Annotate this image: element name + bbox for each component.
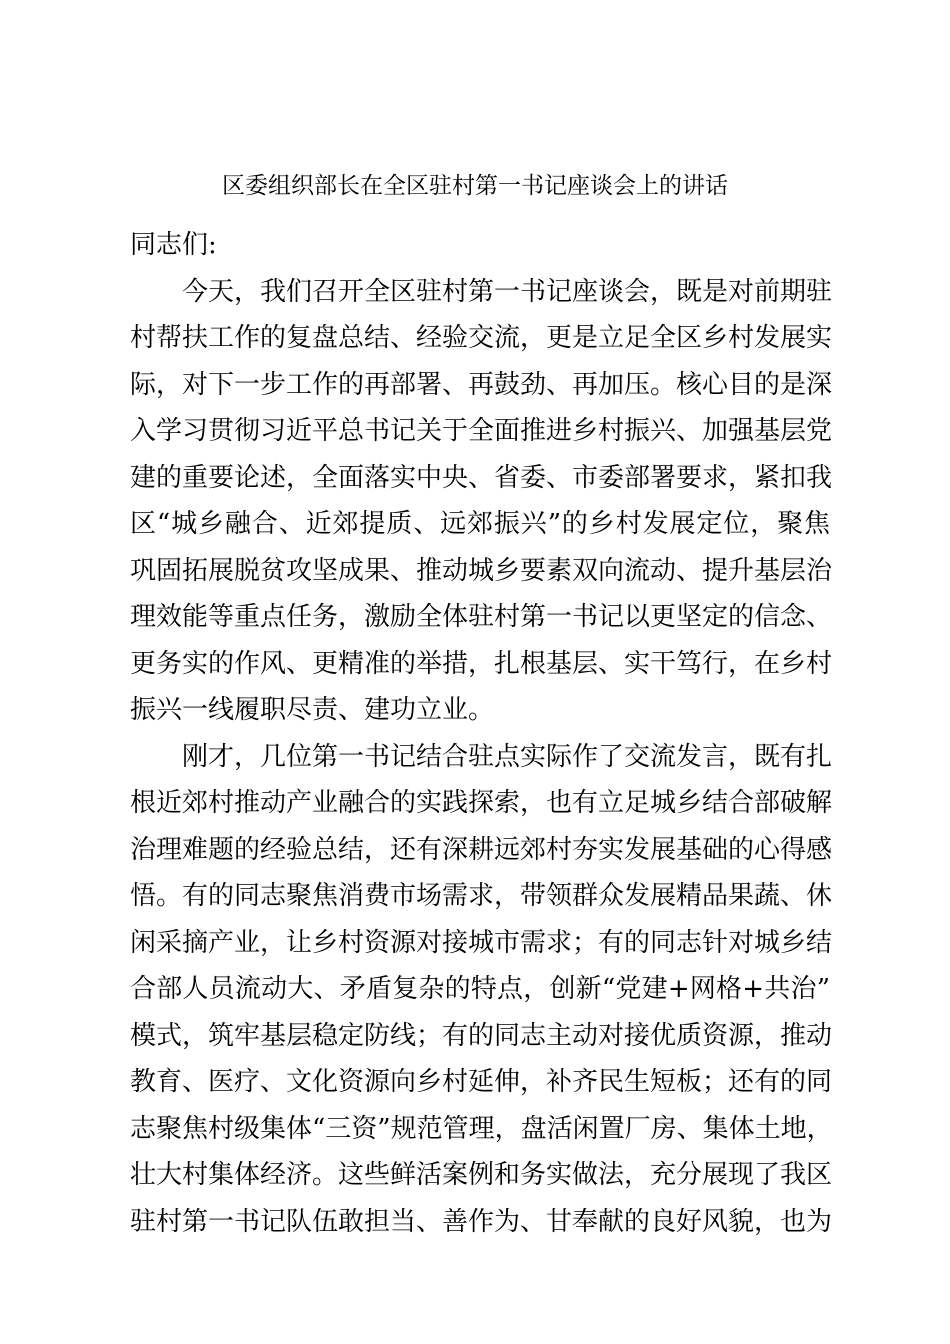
paragraph-line: 今天，我们召开全区驻村第一书记座谈会，既是对前期驻 <box>182 276 833 307</box>
salutation: 同志们: <box>130 230 217 260</box>
paragraph-line: 治理难题的经验总结，还有深耕远郊村夯实发展基础的心得感 <box>130 834 833 865</box>
paragraph-line: 巩固拓展脱贫攻坚成果、推动城乡要素双向流动、提升基层治 <box>130 555 833 586</box>
paragraph-line: 振兴一线履职尽责、建功立业。 <box>130 695 495 725</box>
paragraph-line: 刚才，几位第一书记结合驻点实际作了交流发言，既有扎 <box>182 741 833 772</box>
paragraph-line: 壮大村集体经济。这些鲜活案例和务实做法，充分展现了我区 <box>130 1160 833 1190</box>
paragraph-line: 志聚焦村级集体“三资”规范管理，盘活闲置厂房、集体土地， <box>130 1113 833 1144</box>
paragraph-line: 建的重要论述，全面落实中央、省委、市委部署要求，紧扣我 <box>130 462 833 493</box>
paragraph-line: 教育、医疗、文化资源向乡村延伸，补齐民生短板；还有的同 <box>130 1067 833 1097</box>
document-title: 区委组织部长在全区驻村第一书记座谈会上的讲话 <box>222 173 728 199</box>
paragraph-line: 理效能等重点任务，激励全体驻村第一书记以更坚定的信念、 <box>130 602 833 632</box>
paragraph-line: 村帮扶工作的复盘总结、经验交流，更是立足全区乡村发展实 <box>130 323 833 353</box>
paragraph-line: 入学习贯彻习近平总书记关于全面推进乡村振兴、加强基层党 <box>130 416 833 446</box>
paragraph-line: 闲采摘产业，让乡村资源对接城市需求；有的同志针对城乡结 <box>130 927 833 958</box>
paragraph-line: 悟。有的同志聚焦消费市场需求，带领群众发展精品果蔬、休 <box>130 881 833 911</box>
paragraph-line: 模式，筑牢基层稳定防线；有的同志主动对接优质资源，推动 <box>130 1020 833 1051</box>
paragraph-2 <box>130 734 833 1246</box>
paragraph-line: 际，对下一步工作的再部署、再鼓劲、再加压。核心目的是深 <box>130 369 833 400</box>
document-body <box>130 222 833 1245</box>
paragraph-line: 区“城乡融合、近郊提质、远郊振兴”的乡村发展定位，聚焦 <box>130 509 830 539</box>
paragraph-line: 合部人员流动大、矛盾复杂的特点，创新“党建+网格+共治” <box>130 974 830 1004</box>
paragraph-line: 驻村第一书记队伍敢担当、善作为、甘奉献的良好风貌，也为 <box>130 1206 833 1237</box>
paragraph-1 <box>130 269 833 734</box>
paragraph-line: 根近郊村推动产业融合的实践探索，也有立足城乡结合部破解 <box>130 788 833 818</box>
paragraph-line: 更务实的作风、更精准的举措，扎根基层、实干笃行，在乡村 <box>130 648 833 679</box>
